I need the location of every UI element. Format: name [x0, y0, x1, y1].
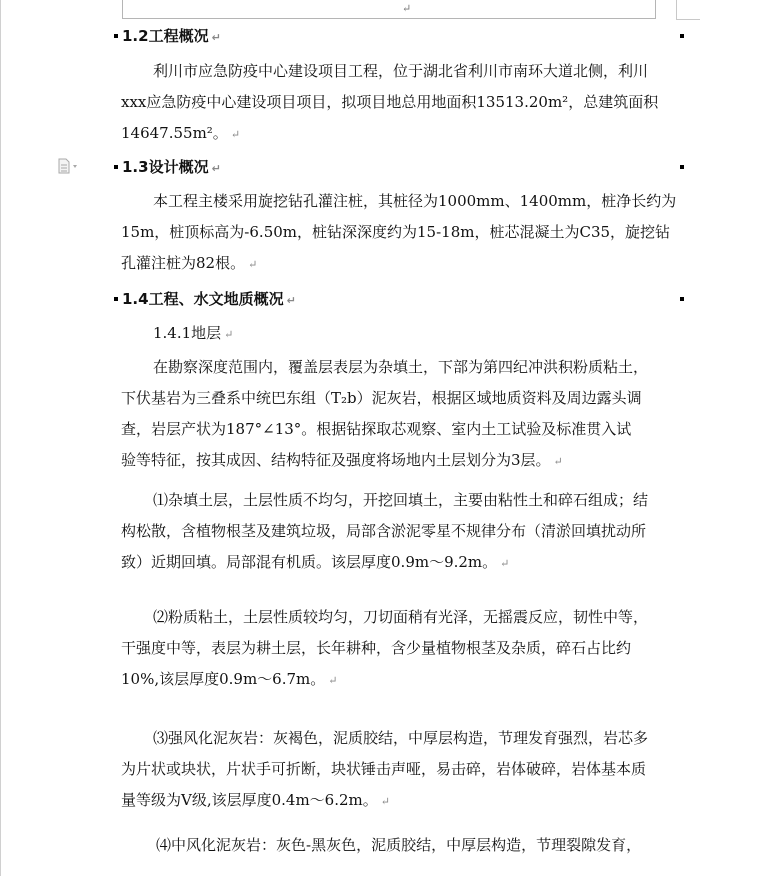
text-line: 孔灌注桩为82根。 [121, 254, 246, 272]
paragraph-mark: ↵ [248, 258, 258, 271]
text-line: 量等级为Ⅴ级,该层厚度0.4m～6.2m。 [121, 791, 378, 809]
heading-text: 1.4工程、水文地质概况 [122, 290, 284, 308]
paragraph-mark: ↵ [328, 674, 338, 687]
paragraph-layer-1 [121, 485, 677, 578]
text-line: 在勘察深度范围内，覆盖层表层为杂填土，下部为第四纪冲洪积粉质粘土， [153, 358, 649, 376]
text-line: 利川市应急防疫中心建设项目工程，位于湖北省利川市南环大道北侧，利川 [153, 62, 649, 80]
text-line: 为片状或块状，片状手可折断，块状锤击声哑，易击碎，岩体破碎，岩体基本质 [121, 760, 647, 778]
text-line: 验等特征，按其成因、结构特征及强度将场地内土层划分为3层。 [121, 451, 551, 469]
end-mark [680, 165, 684, 169]
text-line: ⑵粉质粘土，土层性质较均匀，刀切面稍有光泽，无摇震反应，韧性中等， [153, 608, 649, 626]
paragraph-layer-3 [121, 723, 677, 816]
bullet [114, 34, 118, 38]
paragraph-mark: ↵ [211, 162, 221, 175]
paragraph-mark: ↵ [402, 2, 412, 15]
subheading-text: 1.4.1地层 [153, 324, 222, 342]
paragraph-layer-2 [121, 602, 677, 695]
end-mark [680, 297, 684, 301]
text-line: 14647.55m²。 [121, 124, 228, 142]
bullet [114, 165, 118, 169]
workspace-edge [0, 0, 1, 876]
paragraph-mark: ↵ [224, 328, 234, 341]
text-line: xxx应急防疫中心建设项目项目，拟项目地总用地面积13513.20m²，总建筑面积 [121, 93, 659, 111]
text-line: 本工程主楼采用旋挖钻孔灌注桩，其桩径为1000mm、1400mm，桩净长约为 [153, 192, 677, 210]
paragraph-layer-4 [121, 830, 677, 861]
text-line: 下伏基岩为三叠系中统巴东组（T₂b）泥灰岩，根据区域地质资料及周边露头调 [121, 389, 642, 407]
paragraph-mark: ↵ [286, 294, 296, 307]
text-line: 10%,该层厚度0.9m～6.7m。 [121, 670, 326, 688]
text-line: 构松散，含植物根茎及建筑垃圾，局部含淤泥零星不规律分布（清淤回填扰动所 [121, 522, 647, 540]
paragraph-overview [121, 56, 677, 149]
text-line: 15m，桩顶标高为-6.50m，桩钻深深度约为15-18m，桩芯混凝土为C35，旋挖钻 [121, 223, 671, 241]
heading-1-4 [114, 288, 684, 310]
subheading-1-4-1 [153, 322, 233, 346]
heading-text: 1.2工程概况 [122, 27, 209, 45]
margin-corner-mark [676, 19, 700, 20]
paragraph-strata-intro [121, 352, 677, 476]
text-line: ⑷中风化泥灰岩：灰色-黑灰色，泥质胶结，中厚层构造，节理裂隙发育， [156, 836, 642, 854]
paragraph-mark: ↵ [230, 128, 241, 141]
paragraph-mark: ↵ [553, 455, 563, 468]
text-line: 查，岩层产状为187°∠13°。根据钻探取芯观察、室内土工试验及标准贯入试 [121, 420, 632, 438]
end-mark [680, 34, 684, 38]
paragraph-design [121, 186, 677, 279]
text-line: 致）近期回填。局部混有机质。该层厚度0.9m～9.2m。 [121, 553, 498, 571]
paragraph-mark: ↵ [211, 31, 221, 44]
heading-1-3 [114, 156, 684, 178]
paragraph-mark: ↵ [500, 557, 510, 570]
document-icon[interactable] [57, 158, 81, 174]
header-area [122, 0, 656, 19]
heading-1-2 [114, 25, 684, 47]
margin-corner-mark [676, 0, 677, 20]
bullet [114, 297, 118, 301]
paragraph-mark: ↵ [380, 795, 390, 808]
text-line: ⑶强风化泥灰岩：灰褐色，泥质胶结，中厚层构造，节理发育强烈，岩芯多 [153, 729, 649, 747]
heading-text: 1.3设计概况 [122, 158, 209, 176]
text-line: 干强度中等，表层为耕土层，长年耕种，含少量植物根茎及杂质，碎石占比约 [121, 639, 632, 657]
text-line: ⑴杂填土层，土层性质不均匀，开挖回填土，主要由粘性土和碎石组成；结 [153, 491, 649, 509]
